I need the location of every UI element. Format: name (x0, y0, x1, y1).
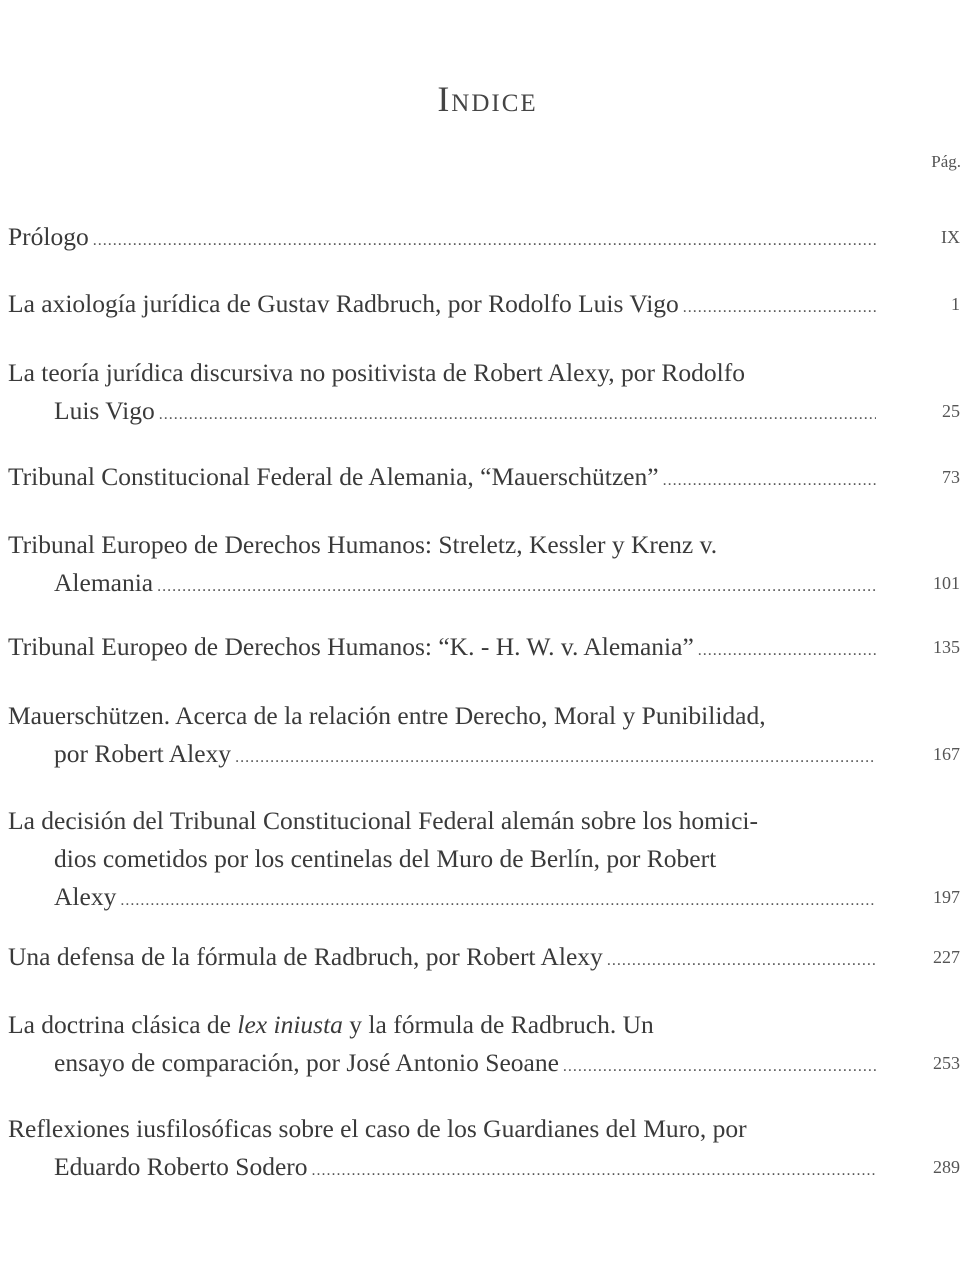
toc-entry-text: y la fórmula de Radbruch. Un (342, 1010, 654, 1039)
toc-entry (8, 526, 960, 602)
page-column-label: Pág. (931, 152, 961, 171)
toc-entry-text: Una defensa de la fórmula de Radbruch, por Robert Alexy (8, 942, 603, 971)
page-title: Indice (437, 79, 538, 119)
toc-page-number: 135 (933, 637, 960, 657)
dot-leader (683, 289, 876, 327)
toc-entry (8, 1110, 960, 1186)
dot-leader (235, 739, 876, 777)
toc-entry (8, 697, 960, 773)
toc-entry-prologo (8, 218, 960, 256)
toc-entry-text: La teoría jurídica discursiva no positivista de Robert Alexy, por Rodolfo (8, 358, 745, 387)
toc-page-number: 25 (942, 401, 960, 421)
toc-page-number: 101 (933, 573, 960, 593)
toc-entry-text: La decisión del Tribunal Constitucional Federal alemán sobre los homici- (8, 806, 758, 835)
dot-leader (698, 632, 876, 670)
toc-page-number: 1 (951, 294, 960, 314)
toc-entry-text: dios cometidos por los centinelas del Muro de Berlín, por Robert (54, 844, 717, 873)
toc-entry-text: Alemania (54, 568, 154, 597)
dot-leader (159, 396, 876, 434)
toc-page-number: 197 (933, 887, 960, 907)
toc-page-number: IX (941, 227, 960, 247)
dot-leader (663, 462, 876, 500)
toc-entry-text: Eduardo Roberto Sodero (54, 1152, 308, 1181)
toc-entry (8, 628, 960, 666)
toc-entry-text: Alexy (54, 882, 117, 911)
toc-entry-text: Tribunal Europeo de Derechos Humanos: Streletz, Kessler y Krenz v. (8, 530, 718, 559)
toc-entry (8, 285, 960, 323)
toc-entry-text: ensayo de comparación, por José Antonio Seoane (54, 1048, 559, 1077)
toc-entry (8, 354, 960, 430)
toc-entry (8, 802, 960, 916)
dot-leader (607, 942, 876, 980)
toc-entry-text: por Robert Alexy (54, 739, 232, 768)
toc-page-number: 253 (933, 1053, 960, 1073)
dot-leader (93, 222, 876, 260)
toc-entry-italic: lex iniusta (237, 1010, 343, 1039)
toc-entry (8, 1006, 960, 1082)
toc-entry-text: Prólogo (8, 222, 89, 251)
toc-page-number: 227 (933, 947, 960, 967)
toc-entry (8, 458, 960, 496)
toc-page-number: 289 (933, 1157, 960, 1177)
toc-page-number: 73 (942, 467, 960, 487)
toc-entry-text: Luis Vigo (54, 396, 155, 425)
toc-entry-text: Tribunal Constitucional Federal de Alemania, “Mauerschützen” (8, 462, 659, 491)
toc-entry-text: La axiología jurídica de Gustav Radbruch, por Rodolfo Luis Vigo (8, 289, 679, 318)
toc-entry-text: La doctrina clásica de (8, 1010, 238, 1039)
toc-page-number: 167 (933, 744, 960, 764)
toc-entry-text: Tribunal Europeo de Derechos Humanos: “K. - H. W. v. Alemania” (8, 632, 694, 661)
dot-leader (120, 882, 876, 920)
dot-leader (563, 1048, 876, 1086)
dot-leader (157, 568, 876, 606)
toc-entry-text: Mauerschützen. Acerca de la relación entre Derecho, Moral y Punibilidad, (8, 701, 766, 730)
toc-entry-text: Reflexiones iusfilosóficas sobre el caso de los Guardianes del Muro, por (8, 1114, 747, 1143)
dot-leader (312, 1152, 876, 1190)
toc-entry (8, 938, 960, 976)
